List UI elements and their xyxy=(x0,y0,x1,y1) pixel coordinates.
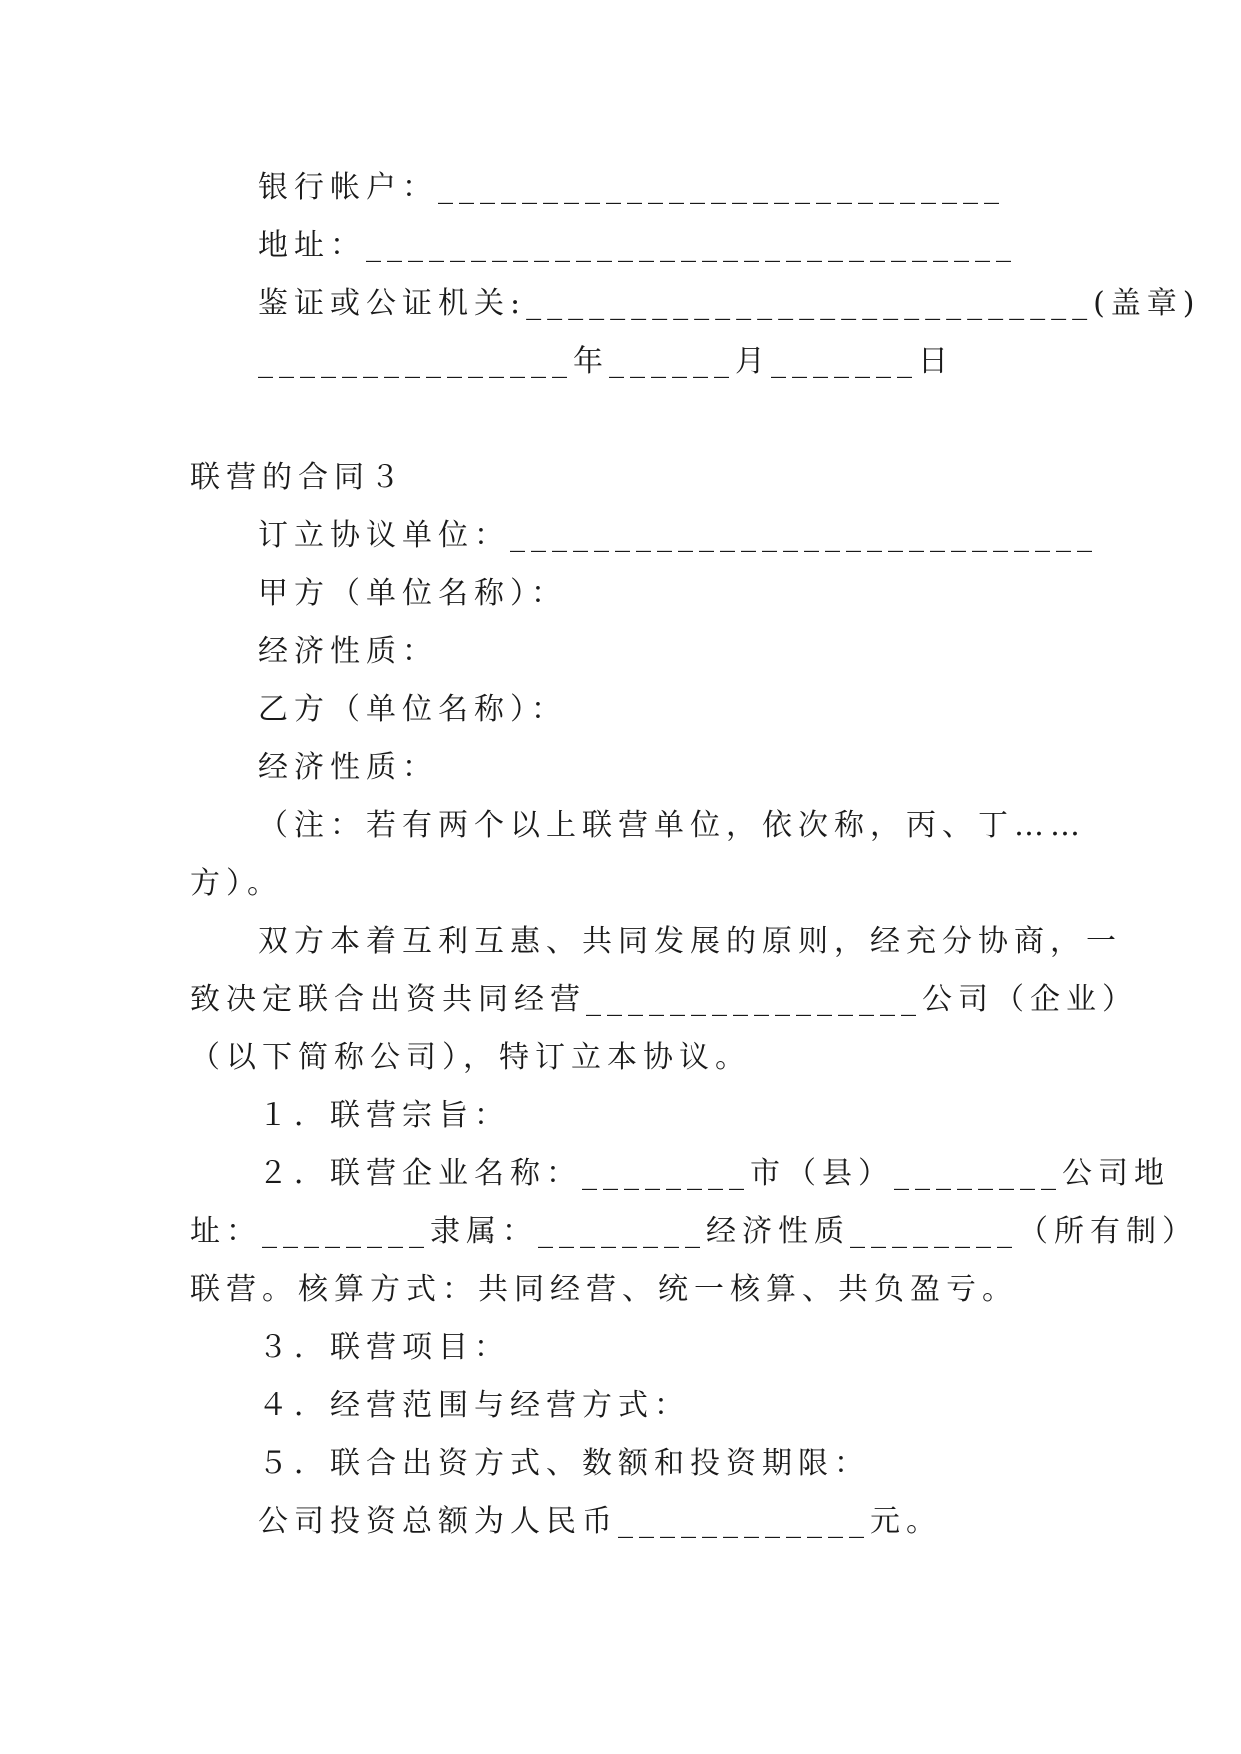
clause-2-line-1: ２．联营企业名称：________市（县）________公司地 xyxy=(258,1156,1170,1191)
parties-line: 订立协议单位：____________________________ xyxy=(258,518,1098,553)
clause-4: ４．经营范围与经营方式： xyxy=(258,1388,690,1423)
party-a-nature-line: 经济性质： xyxy=(258,634,438,669)
clause-3: ３．联营项目： xyxy=(258,1330,510,1365)
intro-line-3: （以下简称公司），特订立本协议。 xyxy=(190,1040,751,1075)
clause-1: １．联营宗旨： xyxy=(258,1098,510,1133)
intro-line-1: 双方本着互利互惠、共同发展的原则，经充分协商，一 xyxy=(258,924,1122,959)
bank-account-line: 银行帐户：___________________________ xyxy=(258,170,1005,205)
party-b-nature-line: 经济性质： xyxy=(258,750,438,785)
note-line-2: 方）。 xyxy=(190,866,283,901)
intro-line-2: 致决定联合出资共同经营________________公司（企业） xyxy=(190,982,1138,1017)
note-line-1: （注：若有两个以上联营单位，依次称，丙、丁…… xyxy=(258,808,1086,843)
party-b-line: 乙方（单位名称）： xyxy=(258,692,567,727)
notary-line: 鉴证或公证机关:___________________________(盖章) xyxy=(258,286,1201,321)
contract-title: 联营的合同３ xyxy=(190,460,406,495)
clause-2-line-3: 联营。核算方式：共同经营、统一核算、共负盈亏。 xyxy=(190,1272,1018,1307)
date-line: _______________年______月_______日 xyxy=(258,344,954,379)
investment-total-line: 公司投资总额为人民币____________元。 xyxy=(258,1504,942,1539)
party-a-line: 甲方（单位名称）： xyxy=(258,576,567,611)
clause-2-line-2: 址：________隶属：________经济性质________（所有制） xyxy=(190,1214,1198,1249)
address-line: 地址：_______________________________ xyxy=(258,228,1017,263)
clause-5: ５．联合出资方式、数额和投资期限： xyxy=(258,1446,870,1481)
